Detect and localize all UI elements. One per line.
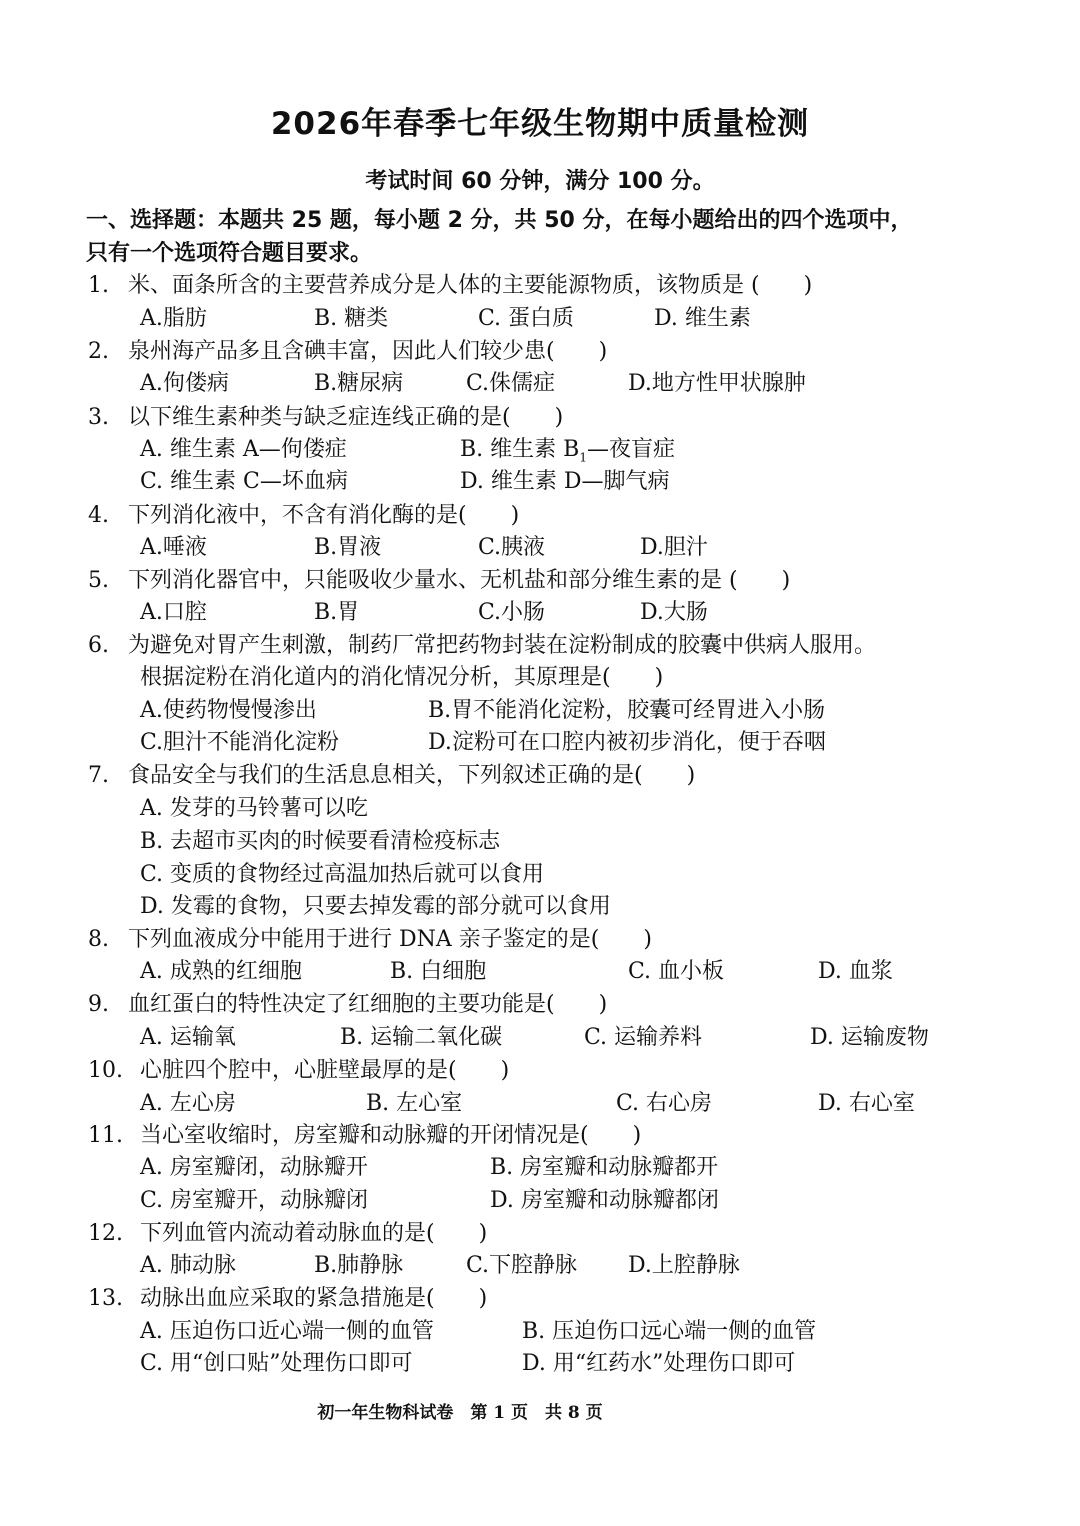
exam-title: 2026年春季七年级生物期中质量检测: [270, 106, 810, 142]
question-6-option-d: D.淀粉可在口腔内被初步消化，便于吞咽: [428, 730, 826, 755]
question-3-option-b: [460, 436, 675, 471]
question-3-stem: 以下维生素种类与缺乏症连线正确的是( ): [128, 405, 564, 430]
exam-subtitle: 考试时间 60 分钟，满分 100 分。: [365, 169, 715, 194]
question-4-stem: 下列消化液中，不含有消化酶的是( ): [128, 503, 520, 528]
question-6-option-c: C.胆汁不能消化淀粉: [140, 730, 340, 755]
question-12-option-a: A. 肺动脉: [140, 1253, 236, 1278]
question-10-option-b: B. 左心室: [366, 1091, 463, 1116]
question-2-option-d: D.地方性甲状腺肿: [628, 371, 806, 396]
question-4-option-d: D.胆汁: [640, 535, 708, 560]
question-3-option-b-tail: —夜盲症: [586, 437, 675, 462]
question-1-option-d: D. 维生素: [654, 306, 751, 331]
question-10-number: 10.: [88, 1058, 123, 1083]
question-4-number: 4.: [88, 503, 109, 528]
question-2-number: 2.: [88, 339, 109, 364]
question-1-option-a: A.脂肪: [140, 306, 207, 331]
question-8-option-d: D. 血浆: [818, 959, 893, 984]
question-3-option-d: D. 维生素 D—脚气病: [460, 469, 670, 494]
question-10-option-a: A. 左心房: [140, 1091, 236, 1116]
question-4-option-c: C.胰液: [478, 535, 546, 560]
question-6-stem: 为避免对胃产生刺激，制药厂常把药物封装在淀粉制成的胶囊中供病人服用。: [128, 633, 877, 658]
question-12-option-c: C.下腔静脉: [466, 1253, 578, 1278]
question-11-option-a: A. 房室瓣闭，动脉瓣开: [140, 1155, 368, 1180]
question-5-number: 5.: [88, 568, 109, 593]
question-9-stem: 血红蛋白的特性决定了红细胞的主要功能是( ): [128, 992, 608, 1017]
question-4-option-a: A.唾液: [140, 535, 207, 560]
question-9-option-c: C. 运输养料: [584, 1025, 703, 1050]
question-3-number: 3.: [88, 405, 109, 430]
question-7-option-b: B. 去超市买肉的时候要看清检疫标志: [140, 829, 501, 854]
question-11-stem: 当心室收缩时，房室瓣和动脉瓣的开闭情况是( ): [140, 1123, 642, 1148]
question-13-option-d: D. 用“红药水”处理伤口即可: [522, 1351, 796, 1376]
question-1-option-b: B. 糖类: [314, 306, 389, 331]
question-3-option-b-subscript: 1: [579, 450, 587, 465]
question-9-option-d: D. 运输废物: [810, 1025, 929, 1050]
question-9-number: 9.: [88, 992, 109, 1017]
question-8-option-b: B. 白细胞: [390, 959, 487, 984]
question-4-option-b: B.胃液: [314, 535, 382, 560]
section-heading-line-1: 一、选择题：本题共 25 题，每小题 2 分，共 50 分，在每小题给出的四个选项中，: [86, 208, 913, 233]
question-7-option-d: D. 发霉的食物，只要去掉发霉的部分就可以食用: [140, 894, 611, 919]
question-12-stem: 下列血管内流动着动脉血的是( ): [140, 1221, 488, 1246]
question-2-option-b: B.糖尿病: [314, 371, 404, 396]
question-7-option-c: C. 变质的食物经过高温加热后就可以食用: [140, 862, 545, 887]
question-1-stem: 米、面条所含的主要营养成分是人体的主要能源物质，该物质是 ( ): [128, 273, 813, 298]
question-13-option-c: C. 用“创口贴”处理伤口即可: [140, 1351, 413, 1376]
question-12-option-d: D.上腔静脉: [628, 1253, 740, 1278]
question-9-option-a: A. 运输氧: [140, 1025, 236, 1050]
question-8-number: 8.: [88, 927, 109, 952]
question-10-option-d: D. 右心室: [818, 1091, 915, 1116]
question-12-number: 12.: [88, 1221, 123, 1246]
question-3-option-a: A. 维生素 A—佝偻症: [140, 437, 347, 462]
question-2-stem: 泉州海产品多且含碘丰富，因此人们较少患( ): [128, 339, 608, 364]
question-5-option-c: C.小肠: [478, 600, 546, 625]
question-8-option-c: C. 血小板: [628, 959, 725, 984]
question-13-number: 13.: [88, 1286, 123, 1311]
question-6-stem-continued: 根据淀粉在消化道内的消化情况分析，其原理是( ): [140, 665, 664, 690]
question-11-option-d: D. 房室瓣和动脉瓣都闭: [490, 1188, 719, 1213]
question-13-option-a: A. 压迫伤口近心端一侧的血管: [140, 1319, 434, 1344]
question-7-stem: 食品安全与我们的生活息息相关，下列叙述正确的是( ): [128, 763, 696, 788]
section-heading-line-2: 只有一个选项符合题目要求。: [86, 241, 373, 266]
question-13-stem: 动脉出血应采取的紧急措施是( ): [140, 1286, 488, 1311]
question-1-number: 1.: [88, 273, 109, 298]
section-heading: [86, 204, 1016, 270]
question-9-option-b: B. 运输二氧化碳: [340, 1025, 503, 1050]
question-2-option-c: C.侏儒症: [466, 371, 556, 396]
question-7-number: 7.: [88, 763, 109, 788]
question-6-option-a: A.使药物慢慢渗出: [140, 698, 317, 723]
question-3-option-c: C. 维生素 C—坏血病: [140, 469, 348, 494]
question-10-stem: 心脏四个腔中，心脏壁最厚的是( ): [140, 1058, 510, 1083]
question-6-number: 6.: [88, 633, 109, 658]
question-5-option-a: A.口腔: [140, 600, 207, 625]
question-11-number: 11.: [88, 1123, 123, 1148]
question-3-option-b-text: B. 维生素 B: [460, 437, 580, 462]
question-7-option-a: A. 发芽的马铃薯可以吃: [140, 796, 368, 821]
question-6-option-b: B.胃不能消化淀粉，胶囊可经胃进入小肠: [428, 698, 826, 723]
question-11-option-b: B. 房室瓣和动脉瓣都开: [490, 1155, 719, 1180]
question-8-option-a: A. 成熟的红细胞: [140, 959, 302, 984]
question-8-stem: 下列血液成分中能用于进行 DNA 亲子鉴定的是( ): [128, 927, 652, 952]
question-12-option-b: B.肺静脉: [314, 1253, 404, 1278]
question-5-option-b: B.胃: [314, 600, 360, 625]
question-13-option-b: B. 压迫伤口远心端一侧的血管: [522, 1319, 817, 1344]
page-footer: 初一年生物科试卷 第 1 页 共 8 页: [317, 1403, 603, 1423]
question-5-stem: 下列消化器官中，只能吸收少量水、无机盐和部分维生素的是 ( ): [128, 568, 791, 593]
question-1-option-c: C. 蛋白质: [478, 306, 575, 331]
question-2-option-a: A.佝偻病: [140, 371, 229, 396]
question-10-option-c: C. 右心房: [616, 1091, 713, 1116]
question-11-option-c: C. 房室瓣开，动脉瓣闭: [140, 1188, 369, 1213]
question-5-option-d: D.大肠: [640, 600, 708, 625]
